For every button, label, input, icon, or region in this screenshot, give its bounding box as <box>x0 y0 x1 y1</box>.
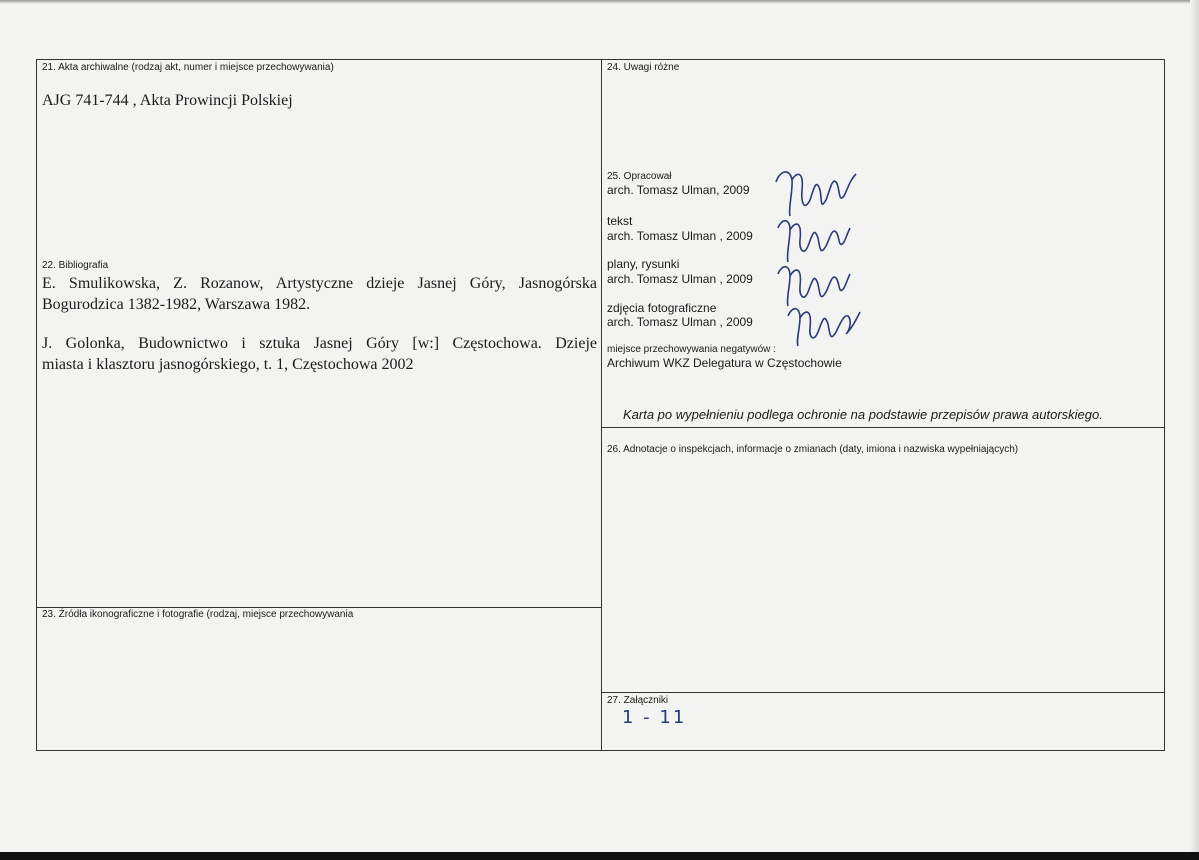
photos-label: zdjęcia fotograficzne <box>607 301 717 315</box>
signature-4 <box>782 298 862 350</box>
section-24-label: 24. Uwagi różne <box>607 62 680 73</box>
negatives-location-value: Archiwum WKZ Delegatura w Częstochowie <box>607 356 842 370</box>
author-credit-plans: arch. Tomasz Ulman , 2009 <box>607 272 753 286</box>
bibliography-entry-1 <box>42 273 597 315</box>
divider-26-27 <box>601 692 1165 693</box>
plans-label: plany, rysunki <box>607 257 680 271</box>
column-divider <box>601 59 602 751</box>
copyright-note: Karta po wypełnieniu podlega ochronie na podstawie przepisów prawa autorskiego. <box>623 407 1103 422</box>
section-27-label: 27. Załączniki <box>607 695 669 706</box>
text-label: tekst <box>607 214 633 228</box>
author-credit-text: arch. Tomasz Ulman , 2009 <box>607 229 753 243</box>
attachments-value: 1 - 11 <box>622 707 687 728</box>
archival-records-value: AJG 741-744 , Akta Prowincji Polskiej <box>42 92 293 109</box>
divider-25-26 <box>601 427 1165 428</box>
negatives-location-label: miejsce przechowywania negatywów : <box>607 344 776 355</box>
bibliography-entry-2-line-1: J. Golonka, Budownictwo i sztuka Jasnej Góry [w:] Częstochowa. Dzieje <box>42 335 597 352</box>
scan-bottom-edge <box>0 852 1199 860</box>
bibliography-entry-2 <box>42 333 597 375</box>
bibliography-entry-1-line-2: Bogurodzica 1382-1982, Warszawa 1982. <box>42 296 311 313</box>
divider-21-23 <box>36 607 602 608</box>
section-23-label: 23. Źródła ikonograficzne i fotografie (rodzaj, miejsce przechowywania <box>42 609 354 620</box>
scan-right-edge <box>1190 0 1199 852</box>
author-credit-photos: arch. Tomasz Ulman , 2009 <box>607 315 753 329</box>
author-credit-1: arch. Tomasz Ulman, 2009 <box>607 183 750 197</box>
bibliography-entry-1-line-1: E. Smulikowska, Z. Rozanow, Artystyczne dzieje Jasnej Góry, Jasnogórska <box>42 275 597 292</box>
section-26-label: 26. Adnotacje o inspekcjach, informacje o zmianach (daty, imiona i nazwiska wypełniających) <box>607 444 1019 455</box>
section-21-label: 21. Akta archiwalne (rodzaj akt, numer i miejsce przechowywania) <box>42 62 334 73</box>
scan-top-edge <box>0 0 1199 4</box>
section-25-label: 25. Opracował <box>607 171 672 182</box>
section-22-label: 22. Bibliografia <box>42 260 109 271</box>
bibliography-entry-2-line-2: miasta i klasztoru jasnogórskiego, t. 1, Częstochowa 2002 <box>42 356 414 373</box>
